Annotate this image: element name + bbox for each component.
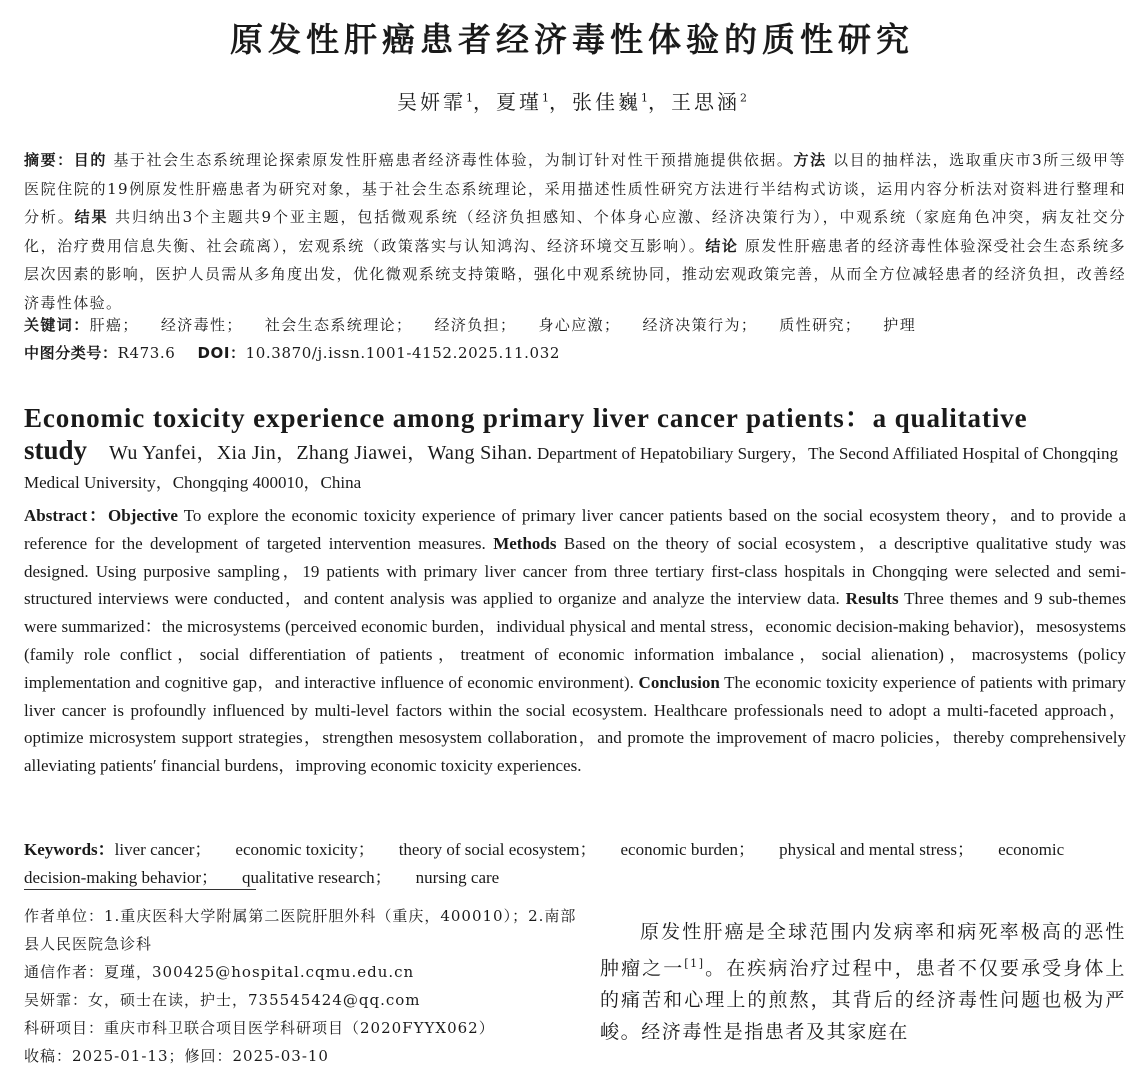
results-label: 结果 xyxy=(74,208,109,226)
classification-label: 中图分类号： xyxy=(24,344,118,362)
footnote-corresponding: 通信作者：夏瑾，300425@hospital.cqmu.edu.cn xyxy=(24,963,415,981)
author-name: 张佳巍 xyxy=(572,90,641,114)
paper-title: 原发性肝癌患者经济毒性体验的质性研究 xyxy=(230,20,914,59)
body-paragraph: 原发性肝癌是全球范围内发病率和病死率极高的恶性肿瘤之一[1]。在疾病治疗过程中，患者不仅要承受身体上的痛苦和心理上的煎熬，其背后的经济毒性问题也极为严峻。经济毒性是指患者及其家庭在 xyxy=(600,921,1126,1044)
doi-label: DOI： xyxy=(197,344,246,362)
keyword: economic decision-making behavior； xyxy=(24,840,1065,887)
footnote-dates: 收稿：2025-01-13；修回：2025-03-10 xyxy=(24,1047,329,1065)
objective-label: Objective xyxy=(108,506,178,525)
keywords-label: 关键词： xyxy=(24,316,90,334)
keyword: theory of social ecosystem； xyxy=(398,840,597,859)
keyword: economic toxicity； xyxy=(235,840,375,859)
keyword: physical and mental stress； xyxy=(779,840,975,859)
keyword: liver cancer； xyxy=(114,840,212,859)
results-label: Results xyxy=(845,589,899,609)
author-affiliation: 1 xyxy=(466,91,473,105)
methods-label: Methods xyxy=(493,533,557,553)
keyword: qualitative research； xyxy=(242,868,392,887)
keyword: 质性研究； xyxy=(779,316,862,334)
keywords-label: Keywords： xyxy=(24,840,115,859)
author-affiliation: 2 xyxy=(740,91,747,105)
english-authors: Wu Yanfei，Xia Jin，Zhang Jiawei，Wang Sihan. xyxy=(109,442,533,464)
author-name: 夏瑾 xyxy=(496,90,542,114)
chinese-keywords xyxy=(24,314,1126,335)
footnotes xyxy=(24,902,584,1070)
keyword: economic burden； xyxy=(620,840,756,859)
english-title-end: study xyxy=(24,435,88,465)
keyword: nursing care xyxy=(415,868,500,887)
objective-label: 目的 xyxy=(73,151,107,169)
results-text: 共归纳出3个主题共9个亚主题，包括微观系统（经济负担感知、个体身心应激、经济决策行为），中观系统（家庭角色冲突，病友社交分化，治疗费用信息失衡、社会疏离），宏观系统（政策落实与认知鸿沟、经济环境交互影响）。 xyxy=(24,208,1126,255)
conclusion-label: Conclusion xyxy=(638,672,720,692)
keyword: 社会生态系统理论； xyxy=(264,316,413,334)
author-name: 吴妍霏 xyxy=(397,90,466,114)
methods-text: Based on the theory of social ecosystem，a descriptive qualitative study was designed. Using purposive sampling，19 patients with primary liver cancer from three tertiary first-class hospitals in Chongqing were selected and semi-structured interviews were conducted，and content analysis was applied to organize and analyze the interview data. xyxy=(24,533,1126,609)
methods-text: 以目的抽样法，选取重庆市3所三级甲等医院住院的19例原发性肝癌患者为研究对象，基于社会生态系统理论，采用描述性质性研究方法进行半结构式访谈，运用内容分析法对资料进行整理和分析。 xyxy=(24,151,1126,226)
keyword: 经济毒性； xyxy=(160,316,243,334)
footnote-first-author: 吴妍霏：女，硕士在读，护士，735545424@qq.com xyxy=(24,991,421,1009)
doi-value: 10.3870/j.issn.1001-4152.2025.11.032 xyxy=(245,344,560,362)
conclusion-text: 原发性肝癌患者的经济毒性体验深受社会生态系统多层次因素的影响，医护人员需从多角度出发，优化微观系统支持策略，强化中观系统协同，推动宏观政策完善，从而全方位减轻患者的经济负担，改善经济毒性体验。 xyxy=(24,236,1126,312)
keyword: 护理 xyxy=(883,316,917,334)
footnote-affiliation: 作者单位：1.重庆医科大学附属第二医院肝胆外科（重庆，400010）；2.南部县人民医院急诊科 xyxy=(24,907,577,953)
classification-line xyxy=(24,342,1126,363)
english-abstract xyxy=(24,502,1126,780)
english-keywords xyxy=(24,836,1126,892)
objective-text: 基于社会生态系统理论探索原发性肝癌患者经济毒性体验，为制订针对性干预措施提供依据。 xyxy=(106,151,794,169)
author-name: 王思涵 xyxy=(671,90,740,114)
keyword: 身心应激； xyxy=(538,316,621,334)
conclusion-text: The economic toxicity experience of patients with primary liver cancer is profoundly influenced by multi-level factors within the social ecosystem. Healthcare professionals need to adopt a multi-faceted approach，optimize microsystem support strategies，strengthen mesosystem collaboration，and promote the improvement of macro policies，thereby comprehensively alleviating patients′ financial burdens，improving economic toxicity experiences. xyxy=(24,672,1126,776)
classification-value: R473.6 xyxy=(117,344,176,362)
conclusion-label: 结论 xyxy=(705,236,739,255)
abstract-label: 摘要： xyxy=(24,151,74,169)
methods-label: 方法 xyxy=(793,151,827,169)
keyword: 肝癌； xyxy=(89,316,139,334)
english-title: Economic toxicity experience among primary liver cancer patients：a qualitative xyxy=(24,403,1028,433)
footnote-funding: 科研项目：重庆市科卫联合项目医学科研项目（2020FYYX062） xyxy=(24,1019,495,1037)
chinese-abstract xyxy=(24,146,1126,317)
keyword: 经济负担； xyxy=(434,316,517,334)
english-affiliation: Department of Hepatobiliary Surgery，The Second Affiliated Hospital of Chongqing Medical University，Chongqing 400010，China xyxy=(24,444,1119,492)
keyword: 经济决策行为； xyxy=(642,316,758,334)
abstract-label: Abstract： xyxy=(24,506,109,525)
citation-ref[interactable]: [1] xyxy=(684,957,705,970)
english-byline xyxy=(24,436,1134,497)
results-text: Three themes and 9 sub-themes were summarized：the microsystems (perceived economic burden，individual physical and mental stress，economic decision-making behavior)，mesosystems (family role conflict，social differentiation of patients，treatment of economic information imbalance，social alienation)，macrosystems (policy implementation and cognitive gap，and interactive influence of economic environment). xyxy=(24,589,1127,692)
objective-text: To explore the economic toxicity experience of primary liver cancer patients based on the social ecosystem theory，and to provide a reference for the development of targeted intervention measures. xyxy=(24,506,1126,553)
footnote-divider xyxy=(24,889,256,890)
author-affiliation: 1 xyxy=(542,91,549,105)
author-affiliation: 1 xyxy=(641,91,648,105)
author-list: 吴妍霏$^1$，夏瑾$^1$，张佳巍$^1$，王思涵$^2$ xyxy=(397,90,747,114)
